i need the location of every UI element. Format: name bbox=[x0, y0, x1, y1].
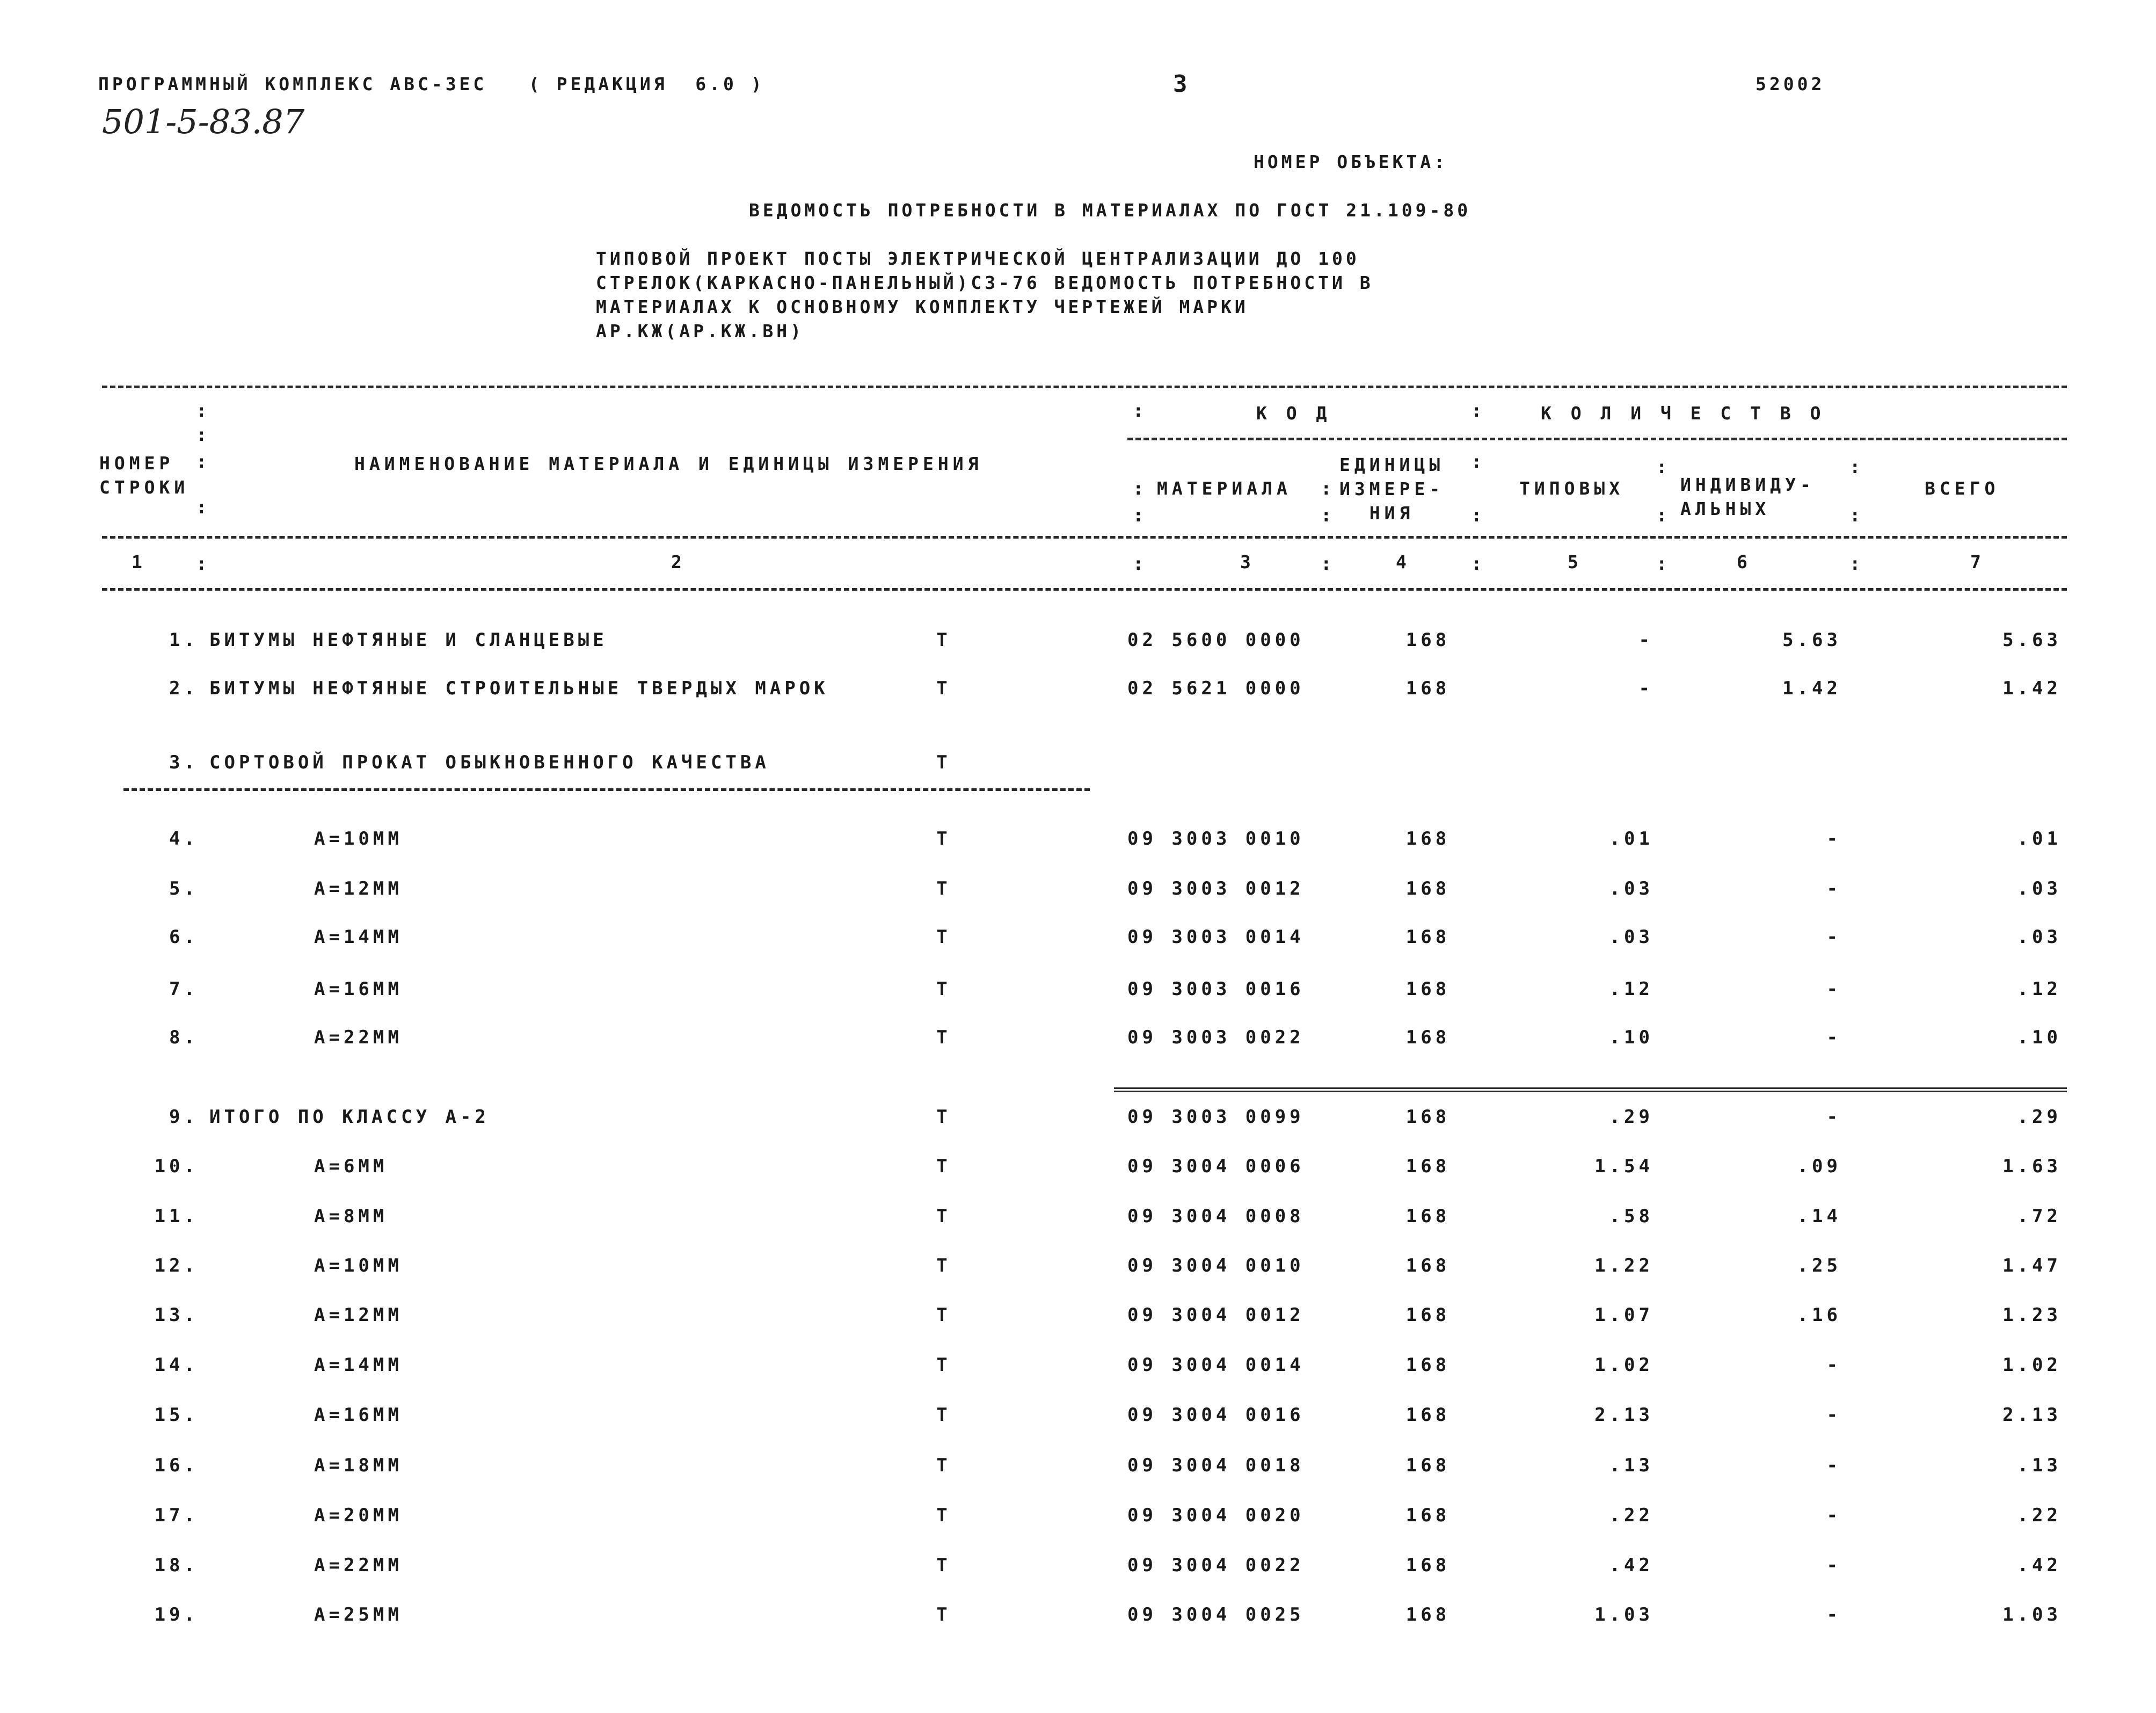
unit-letter: Т bbox=[936, 1156, 951, 1177]
row-number: 16. bbox=[154, 1455, 199, 1476]
quantity-total: 1.42 bbox=[2002, 678, 2062, 699]
material-name: БИТУМЫ НЕФТЯНЫЕ И СЛАНЦЕВЫЕ bbox=[209, 629, 608, 651]
unit-letter: Т bbox=[936, 1206, 951, 1227]
material-code: 09 3004 0022 bbox=[1127, 1555, 1305, 1576]
row-number: 12. bbox=[154, 1255, 199, 1276]
material-code: 02 5621 0000 bbox=[1127, 678, 1305, 699]
material-code: 09 3003 0016 bbox=[1127, 978, 1305, 1000]
quantity-individual: - bbox=[1826, 1106, 1841, 1128]
table-row bbox=[0, 753, 2156, 780]
unit-letter: Т bbox=[936, 878, 951, 899]
unit-letter: Т bbox=[936, 828, 951, 850]
table-top-rule bbox=[102, 386, 2067, 388]
quantity-total: 5.63 bbox=[2002, 629, 2062, 651]
quantity-individual: .16 bbox=[1797, 1304, 1841, 1326]
column-number: 1 bbox=[132, 551, 147, 572]
quantity-total: 1.03 bbox=[2002, 1604, 2062, 1625]
subtotal-rule bbox=[1114, 1087, 2067, 1092]
table-row bbox=[0, 1207, 2156, 1234]
row-number: 1. bbox=[169, 629, 199, 651]
row-number: 7. bbox=[169, 978, 199, 1000]
unit-letter: Т bbox=[936, 1555, 951, 1576]
unit-code: 168 bbox=[1405, 1027, 1451, 1048]
quantity-total: .13 bbox=[2017, 1455, 2062, 1476]
material-name: А=25ММ bbox=[314, 1604, 403, 1625]
page-number: 3 bbox=[1173, 70, 1188, 98]
table-row bbox=[0, 1108, 2156, 1135]
column-header-material-code: МАТЕРИАЛА bbox=[1157, 478, 1292, 499]
description-line: ТИПОВОЙ ПРОЕКТ ПОСТЫ ЭЛЕКТРИЧЕСКОЙ ЦЕНТРАЛИЗАЦИИ ДО 100 bbox=[596, 248, 1360, 269]
column-header-line-number: НОМЕР СТРОКИ bbox=[99, 453, 190, 498]
quantity-total: .03 bbox=[2017, 878, 2062, 899]
quantity-individual: - bbox=[1826, 978, 1841, 1000]
table-row bbox=[0, 1157, 2156, 1184]
unit-letter: Т bbox=[936, 1027, 951, 1048]
unit-code: 168 bbox=[1405, 1455, 1451, 1476]
row-number: 19. bbox=[154, 1604, 199, 1625]
material-code: 09 3004 0006 bbox=[1127, 1156, 1305, 1177]
unit-letter: Т bbox=[936, 1255, 951, 1276]
quantity-total: 1.02 bbox=[2002, 1354, 2062, 1376]
table-row bbox=[0, 830, 2156, 856]
column-number: 2 bbox=[671, 551, 686, 572]
quantity-total: .12 bbox=[2017, 978, 2062, 1000]
material-name: А=8ММ bbox=[314, 1206, 388, 1227]
table-row bbox=[0, 1406, 2156, 1433]
table-row bbox=[0, 1306, 2156, 1333]
document-code: 52002 bbox=[1756, 74, 1825, 95]
column-group-quantity: К О Л И Ч Е С Т В О bbox=[1541, 403, 1825, 424]
unit-letter: Т bbox=[936, 978, 951, 1000]
quantity-individual: - bbox=[1826, 1027, 1841, 1048]
quantity-individual: 1.42 bbox=[1782, 678, 1841, 699]
description-line: АР.КЖ(АР.КЖ.ВН) bbox=[596, 321, 805, 342]
quantity-typical: .29 bbox=[1609, 1106, 1654, 1128]
unit-code: 168 bbox=[1405, 1404, 1451, 1426]
row-number: 6. bbox=[169, 926, 199, 948]
quantity-typical: 2.13 bbox=[1594, 1404, 1654, 1426]
unit-code: 168 bbox=[1405, 1604, 1451, 1625]
page-title: ВЕДОМОСТЬ ПОТРЕБНОСТИ В МАТЕРИАЛАХ ПО ГОСТ 21.109-80 bbox=[749, 200, 1472, 221]
object-number-label: НОМЕР ОБЪЕКТА: bbox=[1254, 151, 1448, 172]
quantity-individual: - bbox=[1826, 1604, 1841, 1625]
quantity-total: .22 bbox=[2017, 1505, 2062, 1526]
material-name: А=10ММ bbox=[314, 828, 403, 850]
material-name: А=20ММ bbox=[314, 1505, 403, 1526]
quantity-total: .42 bbox=[2017, 1555, 2062, 1576]
material-code: 09 3004 0025 bbox=[1127, 1604, 1305, 1625]
material-name: А=16ММ bbox=[314, 1404, 403, 1426]
quantity-typical: .12 bbox=[1609, 978, 1654, 1000]
quantity-individual: - bbox=[1826, 926, 1841, 948]
quantity-typical: .01 bbox=[1609, 828, 1654, 850]
unit-letter: Т bbox=[936, 1304, 951, 1326]
material-name: БИТУМЫ НЕФТЯНЫЕ СТРОИТЕЛЬНЫЕ ТВЕРДЫХ МАРОК bbox=[209, 678, 829, 699]
unit-letter: Т bbox=[936, 926, 951, 948]
material-code: 09 3004 0016 bbox=[1127, 1404, 1305, 1426]
column-header-unit: ЕДИНИЦЫ ИЗМЕРЕ- НИЯ bbox=[1339, 454, 1445, 524]
quantity-typical: .58 bbox=[1609, 1206, 1654, 1227]
section-underline bbox=[123, 788, 1090, 791]
table-row bbox=[0, 1556, 2156, 1583]
column-numbers-rule bbox=[102, 588, 2067, 591]
quantity-typical: .03 bbox=[1609, 878, 1654, 899]
material-name: А=22ММ bbox=[314, 1027, 403, 1048]
row-number: 8. bbox=[169, 1027, 199, 1048]
row-number: 18. bbox=[154, 1555, 199, 1576]
row-number: 2. bbox=[169, 678, 199, 699]
unit-letter: Т bbox=[936, 1106, 951, 1128]
quantity-total: .03 bbox=[2017, 926, 2062, 948]
material-code: 09 3004 0008 bbox=[1127, 1206, 1305, 1227]
material-name: А=18ММ bbox=[314, 1455, 403, 1476]
material-code: 09 3004 0012 bbox=[1127, 1304, 1305, 1326]
material-name: А=12ММ bbox=[314, 1304, 403, 1326]
unit-letter: Т bbox=[936, 1354, 951, 1376]
quantity-individual: - bbox=[1826, 878, 1841, 899]
table-row bbox=[0, 631, 2156, 658]
table-row bbox=[0, 1356, 2156, 1383]
table-row bbox=[0, 1506, 2156, 1533]
program-header: ПРОГРАММНЫЙ КОМПЛЕКС АВС-3ЕС ( РЕДАКЦИЯ 6.0 ) bbox=[98, 74, 765, 95]
row-number: 3. bbox=[169, 752, 199, 773]
table-row bbox=[0, 1257, 2156, 1283]
quantity-typical: - bbox=[1638, 629, 1654, 651]
material-name: А=6ММ bbox=[314, 1156, 388, 1177]
row-number: 17. bbox=[154, 1505, 199, 1526]
unit-letter: Т bbox=[936, 1604, 951, 1625]
quantity-typical: 1.03 bbox=[1594, 1604, 1654, 1625]
quantity-individual: .25 bbox=[1797, 1255, 1841, 1276]
column-number: 5 bbox=[1568, 551, 1583, 572]
column-number: 3 bbox=[1240, 551, 1255, 572]
quantity-typical: 1.22 bbox=[1594, 1255, 1654, 1276]
material-code: 09 3003 0010 bbox=[1127, 828, 1305, 850]
code-quantity-subrule bbox=[1127, 438, 2067, 440]
column-header-individual: ИНДИВИДУ- АЛЬНЫХ bbox=[1680, 474, 1815, 519]
material-code: 09 3004 0020 bbox=[1127, 1505, 1305, 1526]
table-row bbox=[0, 880, 2156, 906]
unit-code: 168 bbox=[1405, 1106, 1451, 1128]
material-code: 09 3004 0010 bbox=[1127, 1255, 1305, 1276]
column-number: 4 bbox=[1396, 551, 1411, 572]
quantity-individual: - bbox=[1826, 828, 1841, 850]
quantity-individual: 5.63 bbox=[1782, 629, 1841, 651]
quantity-typical: 1.02 bbox=[1594, 1354, 1654, 1376]
quantity-individual: - bbox=[1826, 1455, 1841, 1476]
quantity-typical: .42 bbox=[1609, 1555, 1654, 1576]
unit-letter: Т bbox=[936, 1505, 951, 1526]
quantity-typical: .13 bbox=[1609, 1455, 1654, 1476]
material-name: А=10ММ bbox=[314, 1255, 403, 1276]
material-code: 09 3003 0012 bbox=[1127, 878, 1305, 899]
unit-code: 168 bbox=[1405, 1206, 1451, 1227]
table-row bbox=[0, 679, 2156, 706]
row-number: 11. bbox=[154, 1206, 199, 1227]
material-name: А=12ММ bbox=[314, 878, 403, 899]
table-row bbox=[0, 980, 2156, 1007]
material-name: А=14ММ bbox=[314, 926, 403, 948]
column-group-code: К О Д bbox=[1256, 403, 1331, 424]
unit-letter: Т bbox=[936, 1455, 951, 1476]
column-number: 7 bbox=[1970, 551, 1985, 572]
unit-code: 168 bbox=[1405, 828, 1451, 850]
quantity-individual: .14 bbox=[1797, 1206, 1841, 1227]
table-row bbox=[0, 928, 2156, 955]
quantity-typical: 1.07 bbox=[1594, 1304, 1654, 1326]
unit-code: 168 bbox=[1405, 1505, 1451, 1526]
row-number: 9. bbox=[169, 1106, 199, 1128]
material-code: 09 3003 0099 bbox=[1127, 1106, 1305, 1128]
unit-code: 168 bbox=[1405, 878, 1451, 899]
row-number: 13. bbox=[154, 1304, 199, 1326]
row-number: 4. bbox=[169, 828, 199, 850]
quantity-typical: 1.54 bbox=[1594, 1156, 1654, 1177]
quantity-total: .29 bbox=[2017, 1106, 2062, 1128]
row-number: 5. bbox=[169, 878, 199, 899]
unit-code: 168 bbox=[1405, 1255, 1451, 1276]
quantity-typical: .22 bbox=[1609, 1505, 1654, 1526]
unit-letter: Т bbox=[936, 678, 951, 699]
unit-code: 168 bbox=[1405, 629, 1451, 651]
quantity-typical: .10 bbox=[1609, 1027, 1654, 1048]
row-number: 10. bbox=[154, 1156, 199, 1177]
quantity-total: .10 bbox=[2017, 1027, 2062, 1048]
unit-code: 168 bbox=[1405, 1304, 1451, 1326]
row-number: 15. bbox=[154, 1404, 199, 1426]
material-name: А=22ММ bbox=[314, 1555, 403, 1576]
material-name: А=14ММ bbox=[314, 1354, 403, 1376]
quantity-individual: - bbox=[1826, 1354, 1841, 1376]
quantity-total: 2.13 bbox=[2002, 1404, 2062, 1426]
material-name: СОРТОВОЙ ПРОКАТ ОБЫКНОВЕННОГО КАЧЕСТВА bbox=[209, 752, 770, 773]
description-line: МАТЕРИАЛАХ К ОСНОВНОМУ КОМПЛЕКТУ ЧЕРТЕЖЕЙ МАРКИ bbox=[596, 296, 1249, 317]
quantity-typical: - bbox=[1638, 678, 1654, 699]
quantity-individual: - bbox=[1826, 1505, 1841, 1526]
unit-code: 168 bbox=[1405, 1555, 1451, 1576]
material-code: 02 5600 0000 bbox=[1127, 629, 1305, 651]
material-code: 09 3003 0014 bbox=[1127, 926, 1305, 948]
description-line: СТРЕЛОК(КАРКАСНО-ПАНЕЛЬНЫЙ)С3-76 ВЕДОМОСТЬ ПОТРЕБНОСТИ В bbox=[596, 272, 1374, 293]
column-header-material-name: НАИМЕНОВАНИЕ МАТЕРИАЛА И ЕДИНИЦЫ ИЗМЕРЕНИЯ bbox=[354, 453, 983, 474]
quantity-total: .72 bbox=[2017, 1206, 2062, 1227]
column-header-total: ВСЕГО bbox=[1925, 478, 2000, 499]
unit-code: 168 bbox=[1405, 926, 1451, 948]
row-number: 14. bbox=[154, 1354, 199, 1376]
unit-code: 168 bbox=[1405, 978, 1451, 1000]
table-row bbox=[0, 1606, 2156, 1632]
unit-letter: Т bbox=[936, 1404, 951, 1426]
column-number: 6 bbox=[1737, 551, 1752, 572]
table-row bbox=[0, 1456, 2156, 1483]
unit-code: 168 bbox=[1405, 1354, 1451, 1376]
material-code: 09 3004 0014 bbox=[1127, 1354, 1305, 1376]
quantity-total: 1.23 bbox=[2002, 1304, 2062, 1326]
quantity-total: 1.47 bbox=[2002, 1255, 2062, 1276]
column-header-typical: ТИПОВЫХ bbox=[1519, 478, 1625, 499]
quantity-individual: - bbox=[1826, 1555, 1841, 1576]
quantity-individual: .09 bbox=[1797, 1156, 1841, 1177]
quantity-individual: - bbox=[1826, 1404, 1841, 1426]
unit-code: 168 bbox=[1405, 1156, 1451, 1177]
material-name: ИТОГО ПО КЛАССУ А-2 bbox=[209, 1106, 490, 1128]
quantity-typical: .03 bbox=[1609, 926, 1654, 948]
material-code: 09 3004 0018 bbox=[1127, 1455, 1305, 1476]
unit-letter: Т bbox=[936, 752, 951, 773]
material-code: 09 3003 0022 bbox=[1127, 1027, 1305, 1048]
quantity-total: .01 bbox=[2017, 828, 2062, 850]
header-bottom-rule bbox=[102, 536, 2067, 539]
unit-letter: Т bbox=[936, 629, 951, 651]
quantity-total: 1.63 bbox=[2002, 1156, 2062, 1177]
handwritten-reference: 501-5-83.87 bbox=[102, 102, 305, 141]
material-name: А=16ММ bbox=[314, 978, 403, 1000]
table-row bbox=[0, 1028, 2156, 1055]
unit-code: 168 bbox=[1405, 678, 1451, 699]
